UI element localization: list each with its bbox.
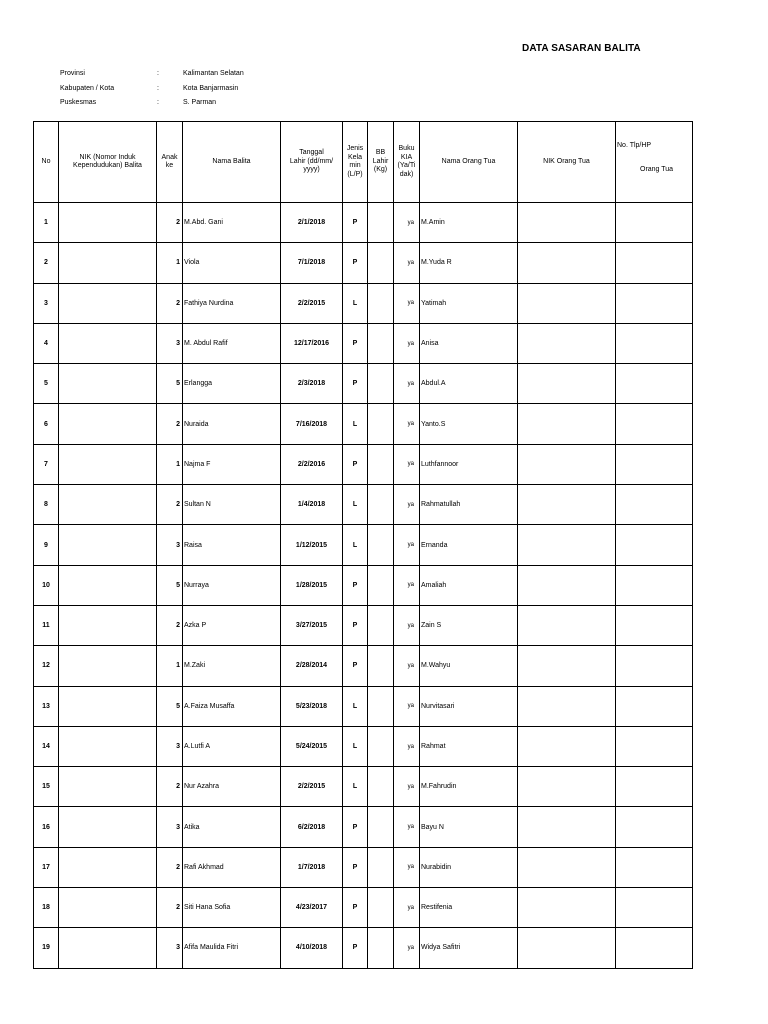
- cell-bb-lahir: [368, 767, 394, 807]
- cell-anak-ke: 1: [157, 444, 183, 484]
- cell-buku-kia: ya: [394, 323, 420, 363]
- cell-anak-ke: 3: [157, 928, 183, 968]
- cell-tanggal-lahir: 2/28/2014: [281, 646, 343, 686]
- meta-colon: :: [157, 99, 159, 106]
- cell-bb-lahir: [368, 807, 394, 847]
- cell-bb-lahir: [368, 888, 394, 928]
- cell-anak-ke: 2: [157, 203, 183, 243]
- cell-jenis-kelamin: P: [343, 888, 368, 928]
- cell-nama-balita: M. Abdul Rafif: [183, 323, 281, 363]
- cell-nik-balita: [59, 565, 157, 605]
- cell-nik-orang-tua: [518, 444, 616, 484]
- cell-nik-balita: [59, 525, 157, 565]
- cell-nama-orang-tua: Luthfannoor: [420, 444, 518, 484]
- cell-no-tlp: [616, 888, 693, 928]
- header-nik-orang-tua: NIK Orang Tua: [518, 122, 616, 203]
- cell-no: 10: [34, 565, 59, 605]
- cell-no-tlp: [616, 847, 693, 887]
- cell-jenis-kelamin: L: [343, 686, 368, 726]
- table-row: [34, 807, 693, 847]
- cell-nama-orang-tua: Nurvitasari: [420, 686, 518, 726]
- cell-nama-orang-tua: Abdul.A: [420, 364, 518, 404]
- cell-buku-kia: ya: [394, 364, 420, 404]
- cell-jenis-kelamin: L: [343, 404, 368, 444]
- table-row: [34, 323, 693, 363]
- cell-bb-lahir: [368, 203, 394, 243]
- cell-nik-orang-tua: [518, 767, 616, 807]
- cell-anak-ke: 5: [157, 686, 183, 726]
- cell-tanggal-lahir: 5/24/2015: [281, 726, 343, 766]
- cell-nik-balita: [59, 726, 157, 766]
- cell-buku-kia: ya: [394, 847, 420, 887]
- table-row: [34, 847, 693, 887]
- cell-tanggal-lahir: 2/3/2018: [281, 364, 343, 404]
- cell-nik-orang-tua: [518, 485, 616, 525]
- cell-nama-orang-tua: M.Amin: [420, 203, 518, 243]
- table-row: [34, 404, 693, 444]
- cell-nik-balita: [59, 203, 157, 243]
- cell-nik-orang-tua: [518, 404, 616, 444]
- cell-buku-kia: ya: [394, 283, 420, 323]
- cell-bb-lahir: [368, 364, 394, 404]
- cell-nama-balita: A.Lutfi A: [183, 726, 281, 766]
- header-no: No: [34, 122, 59, 203]
- header-bb-lahir: BB Lahir (Kg): [368, 122, 394, 203]
- cell-jenis-kelamin: P: [343, 203, 368, 243]
- cell-nik-balita: [59, 686, 157, 726]
- cell-no: 18: [34, 888, 59, 928]
- cell-buku-kia: ya: [394, 928, 420, 968]
- meta-colon: :: [157, 70, 159, 77]
- cell-bb-lahir: [368, 404, 394, 444]
- cell-tanggal-lahir: 5/23/2018: [281, 686, 343, 726]
- cell-no: 11: [34, 605, 59, 645]
- cell-nik-balita: [59, 485, 157, 525]
- cell-nama-balita: Fathiya Nurdina: [183, 283, 281, 323]
- cell-no-tlp: [616, 243, 693, 283]
- cell-buku-kia: ya: [394, 525, 420, 565]
- cell-jenis-kelamin: P: [343, 847, 368, 887]
- cell-no: 1: [34, 203, 59, 243]
- cell-tanggal-lahir: 1/28/2015: [281, 565, 343, 605]
- cell-nama-balita: Najma F: [183, 444, 281, 484]
- table-row: [34, 605, 693, 645]
- cell-anak-ke: 3: [157, 525, 183, 565]
- meta-label: Provinsi: [60, 70, 85, 77]
- header-nama-balita: Nama Balita: [183, 122, 281, 203]
- cell-tanggal-lahir: 6/2/2018: [281, 807, 343, 847]
- cell-nama-orang-tua: Bayu N: [420, 807, 518, 847]
- cell-buku-kia: ya: [394, 888, 420, 928]
- cell-anak-ke: 2: [157, 485, 183, 525]
- cell-nama-balita: Sultan N: [183, 485, 281, 525]
- cell-nama-balita: Raisa: [183, 525, 281, 565]
- table-row: [34, 444, 693, 484]
- cell-buku-kia: ya: [394, 767, 420, 807]
- table-row: [34, 767, 693, 807]
- cell-jenis-kelamin: L: [343, 767, 368, 807]
- cell-bb-lahir: [368, 565, 394, 605]
- meta-value: S. Parman: [183, 99, 217, 106]
- cell-tanggal-lahir: 2/2/2015: [281, 283, 343, 323]
- cell-nik-orang-tua: [518, 283, 616, 323]
- cell-no: 4: [34, 323, 59, 363]
- cell-buku-kia: ya: [394, 565, 420, 605]
- cell-nik-orang-tua: [518, 323, 616, 363]
- header-anak-ke: Anak ke: [157, 122, 183, 203]
- cell-buku-kia: ya: [394, 243, 420, 283]
- cell-no-tlp: [616, 323, 693, 363]
- cell-no-tlp: [616, 565, 693, 605]
- cell-nama-balita: A.Faiza Musaffa: [183, 686, 281, 726]
- cell-jenis-kelamin: P: [343, 364, 368, 404]
- cell-nama-orang-tua: Ernanda: [420, 525, 518, 565]
- cell-buku-kia: ya: [394, 726, 420, 766]
- cell-anak-ke: 3: [157, 726, 183, 766]
- cell-tanggal-lahir: 7/1/2018: [281, 243, 343, 283]
- cell-buku-kia: ya: [394, 646, 420, 686]
- cell-tanggal-lahir: 2/2/2016: [281, 444, 343, 484]
- cell-anak-ke: 2: [157, 767, 183, 807]
- cell-no-tlp: [616, 686, 693, 726]
- cell-buku-kia: ya: [394, 203, 420, 243]
- cell-anak-ke: 2: [157, 404, 183, 444]
- cell-no-tlp: [616, 485, 693, 525]
- cell-no: 8: [34, 485, 59, 525]
- cell-jenis-kelamin: P: [343, 323, 368, 363]
- cell-nik-orang-tua: [518, 888, 616, 928]
- cell-no-tlp: [616, 928, 693, 968]
- cell-nama-orang-tua: Rahmatullah: [420, 485, 518, 525]
- cell-bb-lahir: [368, 605, 394, 645]
- cell-bb-lahir: [368, 444, 394, 484]
- cell-bb-lahir: [368, 726, 394, 766]
- cell-buku-kia: ya: [394, 444, 420, 484]
- cell-bb-lahir: [368, 243, 394, 283]
- cell-anak-ke: 3: [157, 323, 183, 363]
- table-row: [34, 928, 693, 968]
- cell-nik-orang-tua: [518, 525, 616, 565]
- cell-nik-orang-tua: [518, 847, 616, 887]
- cell-anak-ke: 2: [157, 283, 183, 323]
- document-title: DATA SASARAN BALITA: [522, 43, 641, 54]
- cell-nama-balita: M.Zaki: [183, 646, 281, 686]
- header-nama-orang-tua: Nama Orang Tua: [420, 122, 518, 203]
- table-row: [34, 726, 693, 766]
- cell-no-tlp: [616, 525, 693, 565]
- cell-no: 12: [34, 646, 59, 686]
- cell-no: 15: [34, 767, 59, 807]
- cell-nik-balita: [59, 323, 157, 363]
- cell-no: 3: [34, 283, 59, 323]
- cell-nik-balita: [59, 444, 157, 484]
- cell-jenis-kelamin: L: [343, 485, 368, 525]
- cell-nik-orang-tua: [518, 364, 616, 404]
- cell-no: 6: [34, 404, 59, 444]
- cell-anak-ke: 2: [157, 605, 183, 645]
- cell-nik-balita: [59, 283, 157, 323]
- header-tanggal-lahir: Tanggal Lahir (dd/mm/ yyyy): [281, 122, 343, 203]
- cell-nama-balita: Nur Azahra: [183, 767, 281, 807]
- header-no-tlp: No. Tlp/HP Orang Tua: [616, 122, 693, 203]
- cell-tanggal-lahir: 2/1/2018: [281, 203, 343, 243]
- cell-jenis-kelamin: P: [343, 243, 368, 283]
- cell-nik-orang-tua: [518, 605, 616, 645]
- cell-no-tlp: [616, 807, 693, 847]
- cell-anak-ke: 1: [157, 646, 183, 686]
- cell-nama-orang-tua: Nurabidin: [420, 847, 518, 887]
- cell-nama-balita: Atika: [183, 807, 281, 847]
- cell-nama-balita: Erlangga: [183, 364, 281, 404]
- cell-nik-balita: [59, 767, 157, 807]
- cell-no-tlp: [616, 605, 693, 645]
- cell-no: 17: [34, 847, 59, 887]
- cell-nik-orang-tua: [518, 928, 616, 968]
- cell-nama-balita: Afifa Maulida Fitri: [183, 928, 281, 968]
- cell-no-tlp: [616, 203, 693, 243]
- cell-no-tlp: [616, 767, 693, 807]
- cell-nama-orang-tua: Zain S: [420, 605, 518, 645]
- cell-nik-balita: [59, 888, 157, 928]
- cell-bb-lahir: [368, 485, 394, 525]
- cell-nama-orang-tua: Yatimah: [420, 283, 518, 323]
- cell-buku-kia: ya: [394, 404, 420, 444]
- cell-buku-kia: ya: [394, 485, 420, 525]
- cell-tanggal-lahir: 4/23/2017: [281, 888, 343, 928]
- cell-nama-balita: Siti Hana Sofia: [183, 888, 281, 928]
- cell-bb-lahir: [368, 686, 394, 726]
- cell-buku-kia: ya: [394, 605, 420, 645]
- table-header-row: [34, 122, 693, 203]
- cell-no: 13: [34, 686, 59, 726]
- table-body: [34, 203, 693, 969]
- table-row: [34, 686, 693, 726]
- cell-tanggal-lahir: 1/7/2018: [281, 847, 343, 887]
- cell-no: 19: [34, 928, 59, 968]
- cell-tanggal-lahir: 2/2/2015: [281, 767, 343, 807]
- meta-label: Kabupaten / Kota: [60, 84, 115, 92]
- cell-anak-ke: 5: [157, 565, 183, 605]
- cell-no: 9: [34, 525, 59, 565]
- cell-jenis-kelamin: L: [343, 525, 368, 565]
- cell-jenis-kelamin: L: [343, 283, 368, 323]
- balita-table: [33, 121, 693, 969]
- cell-nik-balita: [59, 605, 157, 645]
- cell-tanggal-lahir: 1/4/2018: [281, 485, 343, 525]
- cell-no-tlp: [616, 404, 693, 444]
- cell-bb-lahir: [368, 928, 394, 968]
- cell-anak-ke: 1: [157, 243, 183, 283]
- meta-colon: :: [157, 84, 159, 92]
- cell-no: 2: [34, 243, 59, 283]
- cell-no: 5: [34, 364, 59, 404]
- cell-nama-orang-tua: M.Yuda R: [420, 243, 518, 283]
- cell-nama-orang-tua: Widya Safitri: [420, 928, 518, 968]
- cell-no-tlp: [616, 726, 693, 766]
- table-row: [34, 203, 693, 243]
- meta-value: Kalimantan Selatan: [183, 70, 244, 77]
- header-nik-balita: NIK (Nomor Induk Kependudukan) Balita: [59, 122, 157, 203]
- cell-no-tlp: [616, 444, 693, 484]
- cell-nama-balita: M.Abd. Gani: [183, 203, 281, 243]
- table-row: [34, 888, 693, 928]
- cell-no: 14: [34, 726, 59, 766]
- cell-jenis-kelamin: P: [343, 928, 368, 968]
- cell-bb-lahir: [368, 646, 394, 686]
- cell-nik-orang-tua: [518, 203, 616, 243]
- cell-jenis-kelamin: P: [343, 605, 368, 645]
- table-row: [34, 243, 693, 283]
- cell-tanggal-lahir: 3/27/2015: [281, 605, 343, 645]
- header-buku-kia: Buku KIA (Ya/Ti dak): [394, 122, 420, 203]
- cell-anak-ke: 2: [157, 847, 183, 887]
- cell-nik-orang-tua: [518, 565, 616, 605]
- meta-label: Puskesmas: [60, 99, 97, 106]
- cell-nama-balita: Viola: [183, 243, 281, 283]
- cell-nik-balita: [59, 928, 157, 968]
- cell-bb-lahir: [368, 323, 394, 363]
- cell-nik-balita: [59, 243, 157, 283]
- cell-nik-balita: [59, 364, 157, 404]
- cell-nik-balita: [59, 646, 157, 686]
- cell-buku-kia: ya: [394, 686, 420, 726]
- table-row: [34, 565, 693, 605]
- cell-nama-balita: Nuraida: [183, 404, 281, 444]
- table-row: [34, 283, 693, 323]
- cell-nik-orang-tua: [518, 807, 616, 847]
- cell-nama-orang-tua: Restifenia: [420, 888, 518, 928]
- cell-anak-ke: 3: [157, 807, 183, 847]
- cell-jenis-kelamin: P: [343, 646, 368, 686]
- cell-nik-orang-tua: [518, 686, 616, 726]
- cell-bb-lahir: [368, 525, 394, 565]
- table-row: [34, 485, 693, 525]
- cell-nik-balita: [59, 807, 157, 847]
- cell-nama-orang-tua: Rahmat: [420, 726, 518, 766]
- table-row: [34, 646, 693, 686]
- meta-value: Kota Banjarmasin: [183, 84, 239, 92]
- cell-no: 16: [34, 807, 59, 847]
- cell-nama-orang-tua: M.Wahyu: [420, 646, 518, 686]
- cell-jenis-kelamin: P: [343, 565, 368, 605]
- cell-no-tlp: [616, 364, 693, 404]
- cell-jenis-kelamin: L: [343, 726, 368, 766]
- cell-anak-ke: 5: [157, 364, 183, 404]
- cell-nik-balita: [59, 847, 157, 887]
- cell-bb-lahir: [368, 283, 394, 323]
- table-row: [34, 364, 693, 404]
- cell-tanggal-lahir: 1/12/2015: [281, 525, 343, 565]
- cell-nama-orang-tua: M.Fahrudin: [420, 767, 518, 807]
- cell-no-tlp: [616, 283, 693, 323]
- cell-bb-lahir: [368, 847, 394, 887]
- cell-tanggal-lahir: 12/17/2016: [281, 323, 343, 363]
- cell-no: 7: [34, 444, 59, 484]
- cell-no-tlp: [616, 646, 693, 686]
- cell-nik-orang-tua: [518, 646, 616, 686]
- cell-nik-orang-tua: [518, 726, 616, 766]
- cell-nama-orang-tua: Anisa: [420, 323, 518, 363]
- cell-buku-kia: ya: [394, 807, 420, 847]
- header-jenis-kelamin: Jenis Kela min (L/P): [343, 122, 368, 203]
- table-row: [34, 525, 693, 565]
- cell-jenis-kelamin: P: [343, 807, 368, 847]
- cell-nama-balita: Azka P: [183, 605, 281, 645]
- cell-nama-balita: Nurraya: [183, 565, 281, 605]
- cell-nama-balita: Rafi Akhmad: [183, 847, 281, 887]
- cell-nik-orang-tua: [518, 243, 616, 283]
- cell-nik-balita: [59, 404, 157, 444]
- cell-nama-orang-tua: Amaliah: [420, 565, 518, 605]
- cell-nama-orang-tua: Yanto.S: [420, 404, 518, 444]
- cell-tanggal-lahir: 4/10/2018: [281, 928, 343, 968]
- cell-anak-ke: 2: [157, 888, 183, 928]
- cell-jenis-kelamin: P: [343, 444, 368, 484]
- cell-tanggal-lahir: 7/16/2018: [281, 404, 343, 444]
